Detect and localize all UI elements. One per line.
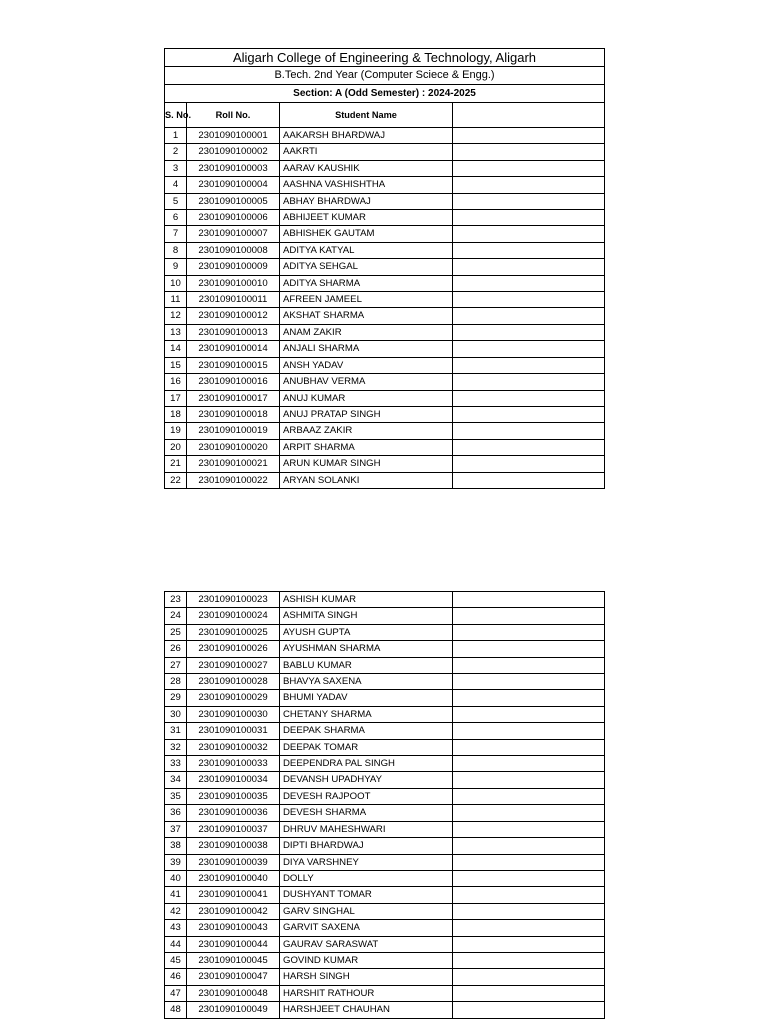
student-name-cell: GARV SINGHAL (280, 903, 453, 919)
roll-number-cell: 2301090100036 (187, 805, 280, 821)
table-row (165, 887, 605, 903)
table-row (165, 472, 605, 488)
table-row (165, 390, 605, 406)
roll-number-cell: 2301090100028 (187, 674, 280, 690)
table-row (165, 870, 605, 886)
student-name-cell: DEEPAK TOMAR (280, 739, 453, 755)
student-name-cell: DIYA VARSHNEY (280, 854, 453, 870)
student-name-cell: GAURAV SARASWAT (280, 936, 453, 952)
serial-number-cell: 7 (165, 226, 187, 242)
serial-number-cell: 12 (165, 308, 187, 324)
roll-number-cell: 2301090100019 (187, 423, 280, 439)
table-row (165, 160, 605, 176)
serial-number-cell: 28 (165, 674, 187, 690)
roll-number-cell: 2301090100043 (187, 920, 280, 936)
roll-number-cell: 2301090100045 (187, 952, 280, 968)
blank-cell (453, 275, 605, 291)
serial-number-cell: 2 (165, 144, 187, 160)
serial-number-cell: 14 (165, 341, 187, 357)
serial-number-cell: 3 (165, 160, 187, 176)
blank-cell (453, 936, 605, 952)
blank-cell (453, 887, 605, 903)
roll-number-cell: 2301090100033 (187, 756, 280, 772)
roll-number-cell: 2301090100044 (187, 936, 280, 952)
serial-number-cell: 15 (165, 357, 187, 373)
student-name-cell: ANUJ KUMAR (280, 390, 453, 406)
blank-cell (453, 324, 605, 340)
roll-number-cell: 2301090100009 (187, 259, 280, 275)
table-row (165, 608, 605, 624)
table-row (165, 690, 605, 706)
student-name-cell: ANUBHAV VERMA (280, 374, 453, 390)
blank-cell (453, 706, 605, 722)
table-row (165, 952, 605, 968)
blank-cell (453, 756, 605, 772)
serial-number-cell: 22 (165, 472, 187, 488)
serial-number-cell: 10 (165, 275, 187, 291)
roll-number-cell: 2301090100038 (187, 838, 280, 854)
student-name-cell: DUSHYANT TOMAR (280, 887, 453, 903)
student-name-cell: ADITYA SEHGAL (280, 259, 453, 275)
student-name-cell: ANUJ PRATAP SINGH (280, 406, 453, 422)
blank-cell (453, 128, 605, 144)
student-name-cell: BHUMI YADAV (280, 690, 453, 706)
blank-cell (453, 423, 605, 439)
serial-number-cell: 39 (165, 854, 187, 870)
table-row (165, 772, 605, 788)
roll-number-cell: 2301090100018 (187, 406, 280, 422)
blank-cell (453, 674, 605, 690)
student-name-cell: ABHISHEK GAUTAM (280, 226, 453, 242)
student-list-table-page-1 (164, 48, 605, 489)
serial-number-cell: 45 (165, 952, 187, 968)
roll-number-cell: 2301090100026 (187, 641, 280, 657)
serial-number-cell: 35 (165, 788, 187, 804)
blank-cell (453, 870, 605, 886)
table-row (165, 821, 605, 837)
roll-number-cell: 2301090100027 (187, 657, 280, 673)
table-row (165, 788, 605, 804)
roll-number-cell: 2301090100015 (187, 357, 280, 373)
blank-cell (453, 985, 605, 1001)
roll-number-cell: 2301090100032 (187, 739, 280, 755)
student-name-cell: CHETANY SHARMA (280, 706, 453, 722)
blank-cell (453, 788, 605, 804)
serial-number-cell: 30 (165, 706, 187, 722)
roll-number-cell: 2301090100020 (187, 439, 280, 455)
roll-number-cell: 2301090100006 (187, 210, 280, 226)
roll-number-cell: 2301090100037 (187, 821, 280, 837)
serial-number-cell: 17 (165, 390, 187, 406)
roll-number-cell: 2301090100014 (187, 341, 280, 357)
blank-cell (453, 374, 605, 390)
student-name-cell: ARPIT SHARMA (280, 439, 453, 455)
serial-number-cell: 13 (165, 324, 187, 340)
serial-number-cell: 27 (165, 657, 187, 673)
table-row (165, 242, 605, 258)
student-name-cell: DEEPENDRA PAL SINGH (280, 756, 453, 772)
column-header-name: Student Name (280, 103, 453, 128)
serial-number-cell: 40 (165, 870, 187, 886)
student-name-cell: DOLLY (280, 870, 453, 886)
student-name-cell: ABHAY BHARDWAJ (280, 193, 453, 209)
table-row (165, 357, 605, 373)
blank-cell (453, 177, 605, 193)
student-name-cell: AARAV KAUSHIK (280, 160, 453, 176)
blank-cell (453, 903, 605, 919)
serial-number-cell: 44 (165, 936, 187, 952)
column-header-roll: Roll No. (187, 103, 280, 128)
serial-number-cell: 4 (165, 177, 187, 193)
blank-cell (453, 772, 605, 788)
blank-cell (453, 341, 605, 357)
roll-number-cell: 2301090100023 (187, 592, 280, 608)
blank-cell (453, 838, 605, 854)
roll-number-cell: 2301090100035 (187, 788, 280, 804)
blank-cell (453, 226, 605, 242)
serial-number-cell: 5 (165, 193, 187, 209)
student-name-cell: DEVESH SHARMA (280, 805, 453, 821)
serial-number-cell: 23 (165, 592, 187, 608)
table-row (165, 210, 605, 226)
student-name-cell: HARSHJEET CHAUHAN (280, 1002, 453, 1018)
serial-number-cell: 29 (165, 690, 187, 706)
student-name-cell: DHRUV MAHESHWARI (280, 821, 453, 837)
serial-number-cell: 9 (165, 259, 187, 275)
roll-number-cell: 2301090100047 (187, 969, 280, 985)
roll-number-cell: 2301090100010 (187, 275, 280, 291)
roll-number-cell: 2301090100049 (187, 1002, 280, 1018)
student-name-cell: AAKARSH BHARDWAJ (280, 128, 453, 144)
table-row (165, 920, 605, 936)
student-name-cell: ANJALI SHARMA (280, 341, 453, 357)
student-name-cell: ARBAAZ ZAKIR (280, 423, 453, 439)
serial-number-cell: 48 (165, 1002, 187, 1018)
table-row (165, 805, 605, 821)
serial-number-cell: 25 (165, 624, 187, 640)
serial-number-cell: 41 (165, 887, 187, 903)
serial-number-cell: 33 (165, 756, 187, 772)
column-header-row (165, 103, 605, 128)
roll-number-cell: 2301090100024 (187, 608, 280, 624)
table-row (165, 641, 605, 657)
blank-cell (453, 210, 605, 226)
serial-number-cell: 21 (165, 456, 187, 472)
student-name-cell: ABHIJEET KUMAR (280, 210, 453, 226)
roll-number-cell: 2301090100048 (187, 985, 280, 1001)
blank-cell (453, 854, 605, 870)
roll-number-cell: 2301090100030 (187, 706, 280, 722)
table-row (165, 275, 605, 291)
table-row (165, 838, 605, 854)
student-name-cell: AAKRTI (280, 144, 453, 160)
blank-cell (453, 592, 605, 608)
student-name-cell: AYUSH GUPTA (280, 624, 453, 640)
student-name-cell: DIPTI BHARDWAJ (280, 838, 453, 854)
roll-number-cell: 2301090100031 (187, 723, 280, 739)
roll-number-cell: 2301090100002 (187, 144, 280, 160)
blank-cell (453, 308, 605, 324)
serial-number-cell: 1 (165, 128, 187, 144)
blank-cell (453, 657, 605, 673)
table-row (165, 706, 605, 722)
blank-cell (453, 920, 605, 936)
table-row (165, 985, 605, 1001)
roll-number-cell: 2301090100004 (187, 177, 280, 193)
roll-number-cell: 2301090100022 (187, 472, 280, 488)
table-row (165, 128, 605, 144)
table-row (165, 624, 605, 640)
blank-cell (453, 292, 605, 308)
roll-number-cell: 2301090100001 (187, 128, 280, 144)
student-name-cell: ANAM ZAKIR (280, 324, 453, 340)
student-name-cell: ADITYA SHARMA (280, 275, 453, 291)
table-row (165, 756, 605, 772)
roll-number-cell: 2301090100003 (187, 160, 280, 176)
serial-number-cell: 20 (165, 439, 187, 455)
roll-number-cell: 2301090100042 (187, 903, 280, 919)
table-row (165, 177, 605, 193)
table-row (165, 657, 605, 673)
table-row (165, 739, 605, 755)
roll-number-cell: 2301090100007 (187, 226, 280, 242)
blank-cell (453, 259, 605, 275)
serial-number-cell: 36 (165, 805, 187, 821)
table-row (165, 193, 605, 209)
roll-number-cell: 2301090100021 (187, 456, 280, 472)
student-name-cell: DEVESH RAJPOOT (280, 788, 453, 804)
blank-cell (453, 357, 605, 373)
student-name-cell: DEEPAK SHARMA (280, 723, 453, 739)
serial-number-cell: 38 (165, 838, 187, 854)
roll-number-cell: 2301090100016 (187, 374, 280, 390)
serial-number-cell: 11 (165, 292, 187, 308)
table-row (165, 292, 605, 308)
table-row (165, 592, 605, 608)
student-name-cell: ARYAN SOLANKI (280, 472, 453, 488)
blank-cell (453, 952, 605, 968)
serial-number-cell: 19 (165, 423, 187, 439)
serial-number-cell: 26 (165, 641, 187, 657)
student-name-cell: BHAVYA SAXENA (280, 674, 453, 690)
blank-cell (453, 144, 605, 160)
student-name-cell: AKSHAT SHARMA (280, 308, 453, 324)
student-name-cell: DEVANSH UPADHYAY (280, 772, 453, 788)
program-title: B.Tech. 2nd Year (Computer Sciece & Engg.) (165, 67, 605, 85)
serial-number-cell: 37 (165, 821, 187, 837)
blank-cell (453, 690, 605, 706)
table-row (165, 406, 605, 422)
serial-number-cell: 34 (165, 772, 187, 788)
roll-number-cell: 2301090100012 (187, 308, 280, 324)
student-name-cell: BABLU KUMAR (280, 657, 453, 673)
blank-cell (453, 608, 605, 624)
table-row (165, 439, 605, 455)
table-row (165, 259, 605, 275)
section-row (165, 85, 605, 103)
college-title-row (165, 49, 605, 67)
column-header-sno: S. No. (165, 103, 187, 128)
student-name-cell: ASHMITA SINGH (280, 608, 453, 624)
blank-cell (453, 624, 605, 640)
roll-number-cell: 2301090100008 (187, 242, 280, 258)
roll-number-cell: 2301090100011 (187, 292, 280, 308)
serial-number-cell: 8 (165, 242, 187, 258)
table-row (165, 226, 605, 242)
blank-cell (453, 1002, 605, 1018)
table-row (165, 324, 605, 340)
column-header-extra (453, 103, 605, 128)
table-row (165, 1002, 605, 1018)
roll-number-cell: 2301090100025 (187, 624, 280, 640)
serial-number-cell: 6 (165, 210, 187, 226)
roll-number-cell: 2301090100041 (187, 887, 280, 903)
student-name-cell: AASHNA VASHISHTHA (280, 177, 453, 193)
table-row (165, 456, 605, 472)
serial-number-cell: 42 (165, 903, 187, 919)
roll-number-cell: 2301090100017 (187, 390, 280, 406)
blank-cell (453, 160, 605, 176)
table-row (165, 308, 605, 324)
section-title: Section: A (Odd Semester) : 2024-2025 (165, 85, 605, 103)
table-row (165, 423, 605, 439)
student-name-cell: HARSH SINGH (280, 969, 453, 985)
roll-number-cell: 2301090100040 (187, 870, 280, 886)
blank-cell (453, 456, 605, 472)
blank-cell (453, 406, 605, 422)
roll-number-cell: 2301090100005 (187, 193, 280, 209)
serial-number-cell: 32 (165, 739, 187, 755)
serial-number-cell: 31 (165, 723, 187, 739)
serial-number-cell: 47 (165, 985, 187, 1001)
serial-number-cell: 18 (165, 406, 187, 422)
blank-cell (453, 439, 605, 455)
serial-number-cell: 24 (165, 608, 187, 624)
table-row (165, 674, 605, 690)
student-name-cell: AYUSHMAN SHARMA (280, 641, 453, 657)
blank-cell (453, 390, 605, 406)
roll-number-cell: 2301090100013 (187, 324, 280, 340)
table-row (165, 144, 605, 160)
serial-number-cell: 43 (165, 920, 187, 936)
student-name-cell: HARSHIT RATHOUR (280, 985, 453, 1001)
student-name-cell: AFREEN JAMEEL (280, 292, 453, 308)
college-title: Aligarh College of Engineering & Technology, Aligarh (165, 49, 605, 67)
table-row (165, 969, 605, 985)
table-row (165, 903, 605, 919)
student-name-cell: ARUN KUMAR SINGH (280, 456, 453, 472)
student-name-cell: GOVIND KUMAR (280, 952, 453, 968)
blank-cell (453, 739, 605, 755)
blank-cell (453, 723, 605, 739)
student-name-cell: ADITYA KATYAL (280, 242, 453, 258)
student-name-cell: ANSH YADAV (280, 357, 453, 373)
serial-number-cell: 16 (165, 374, 187, 390)
blank-cell (453, 641, 605, 657)
blank-cell (453, 472, 605, 488)
table-row (165, 854, 605, 870)
blank-cell (453, 805, 605, 821)
student-name-cell: GARVIT SAXENA (280, 920, 453, 936)
table-row (165, 723, 605, 739)
blank-cell (453, 821, 605, 837)
serial-number-cell: 46 (165, 969, 187, 985)
blank-cell (453, 193, 605, 209)
table-row (165, 936, 605, 952)
roll-number-cell: 2301090100034 (187, 772, 280, 788)
roll-number-cell: 2301090100029 (187, 690, 280, 706)
blank-cell (453, 242, 605, 258)
student-name-cell: ASHISH KUMAR (280, 592, 453, 608)
table-row (165, 374, 605, 390)
roll-number-cell: 2301090100039 (187, 854, 280, 870)
blank-cell (453, 969, 605, 985)
student-list-table-page-2 (164, 591, 605, 1019)
program-row (165, 67, 605, 85)
table-row (165, 341, 605, 357)
